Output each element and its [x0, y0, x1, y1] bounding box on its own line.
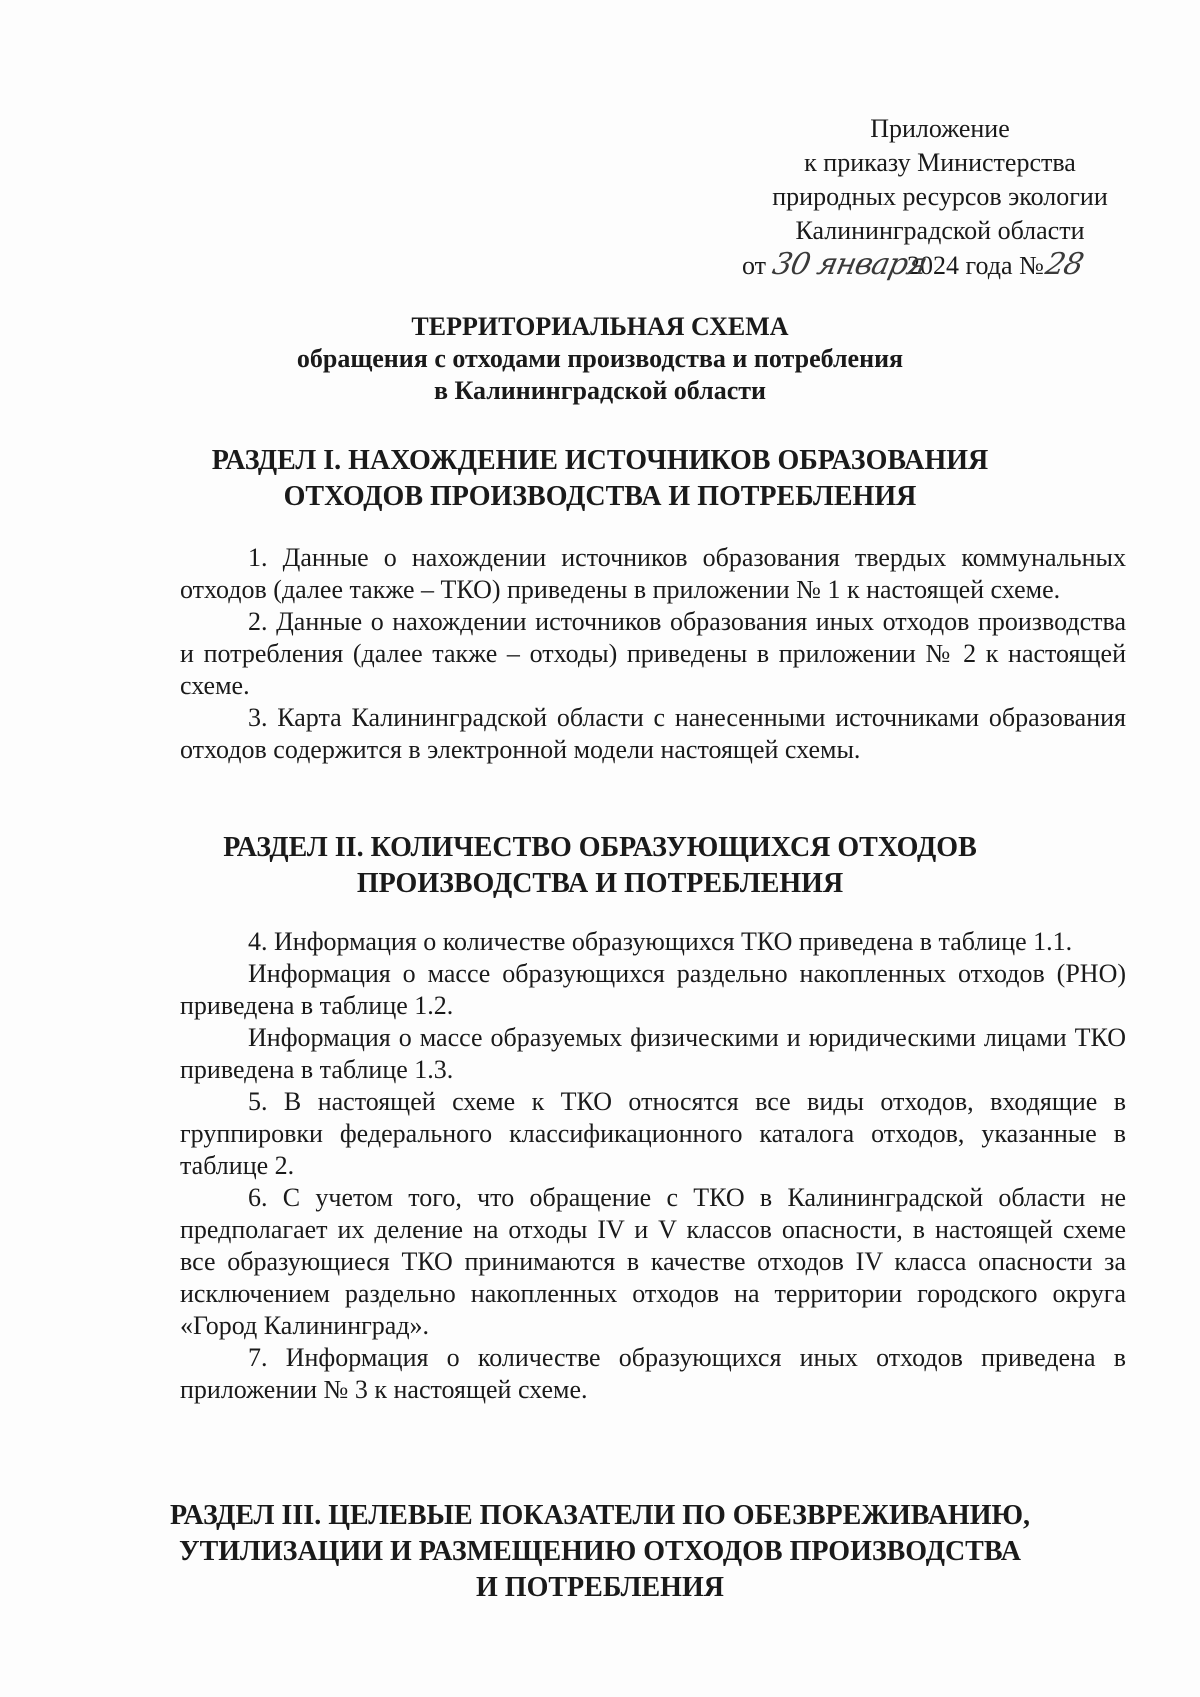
paragraph-1: 1. Данные о нахождении источников образования твердых коммунальных отходов (далее также – ТКО) приведены в приложении № 1 к настоящей схеме. [180, 543, 1126, 604]
appendix-block [740, 112, 1140, 283]
section-1-heading-line-2: ОТХОДОВ ПРОИЗВОДСТВА И ПОТРЕБЛЕНИЯ [283, 481, 917, 512]
section-2-heading [150, 830, 1050, 902]
title-line-2: обращения с отходами производства и потребления [296, 344, 904, 373]
section-2-heading-line-1: РАЗДЕЛ II. КОЛИЧЕСТВО ОБРАЗУЮЩИХСЯ ОТХОДОВ [223, 832, 977, 863]
appendix-order-ref: к приказу Министерства [804, 148, 1076, 177]
handwritten-date: 30 января [768, 247, 930, 282]
paragraph-4-mass: Информация о массе образуемых физическими и юридическими лицами ТКО приведена в таблице 1.3. [180, 1023, 1126, 1084]
document-title [150, 311, 1050, 407]
handwritten-number: 28 [1042, 247, 1086, 282]
section-3-heading-line-1: РАЗДЕЛ III. ЦЕЛЕВЫЕ ПОКАЗАТЕЛИ ПО ОБЕЗВРЕЖИВАНИЮ, [169, 1500, 1031, 1531]
paragraph-4: 4. Информация о количестве образующихся ТКО приведена в таблице 1.1. [248, 927, 1073, 956]
year-text: 2024 года № [907, 251, 1044, 280]
section-2-body [180, 926, 1126, 1406]
title-line-1: ТЕРРИТОРИАЛЬНАЯ СХЕМА [411, 312, 789, 341]
paragraph-2: 2. Данные о нахождении источников образования иных отходов производства и потребления (далее также – отходы) приведены в приложении № 2 к настоящей схеме. [180, 607, 1126, 700]
section-1-heading-line-1: РАЗДЕЛ I. НАХОЖДЕНИЕ ИСТОЧНИКОВ ОБРАЗОВАНИЯ [211, 445, 989, 476]
section-3-heading-line-2: УТИЛИЗАЦИИ И РАЗМЕЩЕНИЮ ОТХОДОВ ПРОИЗВОДСТВА [179, 1536, 1021, 1567]
section-1-heading [150, 443, 1050, 515]
paragraph-3: 3. Карта Калининградской области с нанесенными источниками образования отходов содержится в электронной модели настоящей схемы. [180, 703, 1126, 764]
title-line-3: в Калининградской области [433, 376, 767, 405]
section-2-heading-line-2: ПРОИЗВОДСТВА И ПОТРЕБЛЕНИЯ [356, 868, 844, 899]
appendix-date-line [740, 248, 1140, 283]
appendix-label: Приложение [870, 114, 1010, 143]
appendix-ministry: природных ресурсов экологии [772, 182, 1108, 211]
appendix-region: Калининградской области [795, 216, 1085, 245]
section-3-heading-line-3: И ПОТРЕБЛЕНИЯ [476, 1572, 724, 1603]
paragraph-5: 5. В настоящей схеме к ТКО относятся все виды отходов, входящие в группировки федерального классификационного каталога отходов, указанные в таблице 2. [180, 1087, 1126, 1180]
section-1-body [180, 542, 1126, 766]
paragraph-4-rno: Информация о массе образующихся раздельно накопленных отходов (РНО) приведена в таблице 1.2. [180, 959, 1126, 1020]
paragraph-7: 7. Информация о количестве образующихся иных отходов приведена в приложении № 3 к настоящей схеме. [180, 1343, 1126, 1404]
paragraph-6: 6. С учетом того, что обращение с ТКО в Калининградской области не предполагает их деление на отходы IV и V классов опасности, в настоящей схеме все образующиеся ТКО принимаются в качестве отходов IV класса опасности за исключением раздельно накопленных отходов на территории городского округа «Город Калининград». [180, 1183, 1126, 1340]
date-prefix: от [742, 251, 767, 280]
section-3-heading [150, 1498, 1050, 1606]
